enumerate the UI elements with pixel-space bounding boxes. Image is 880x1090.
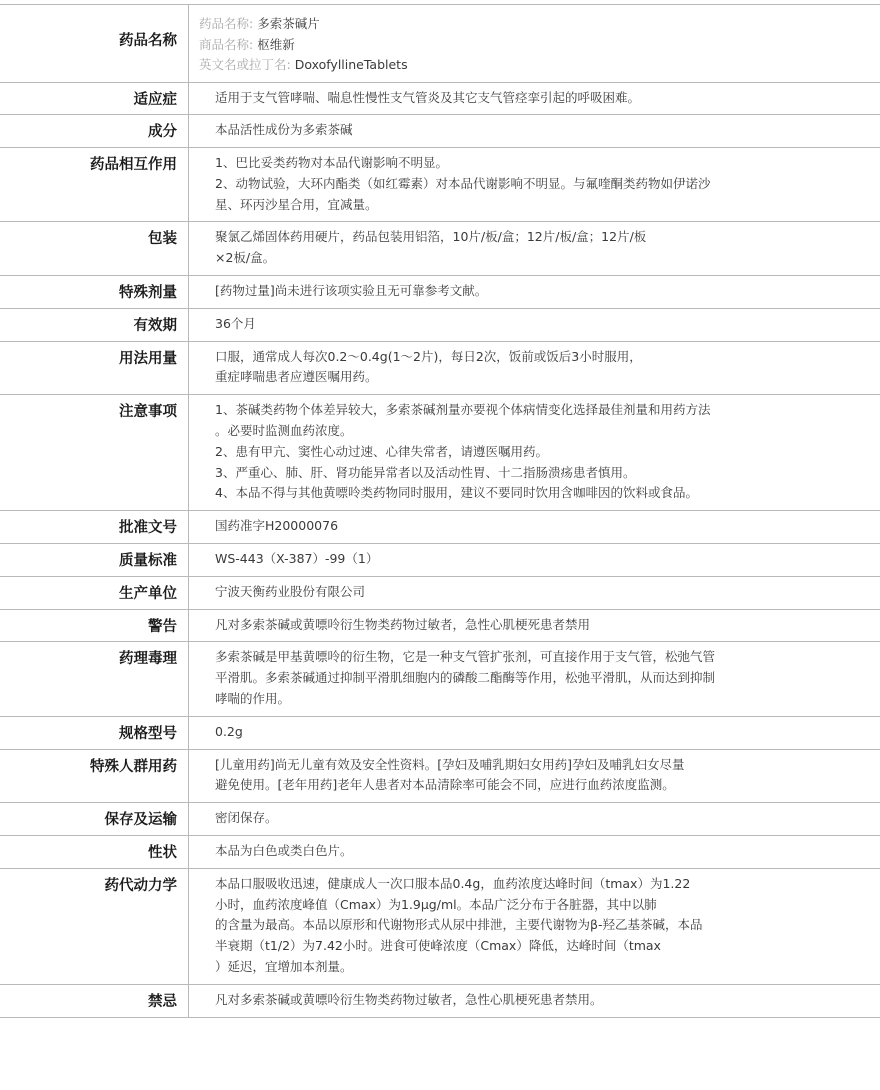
name-line-brand xyxy=(199,35,860,56)
row-label: 性状 xyxy=(0,836,189,868)
row-value xyxy=(189,803,880,835)
value-line: ）延迟，宜增加本剂量。 xyxy=(215,959,353,974)
row-label: 药品名称 xyxy=(0,5,189,82)
row-label: 成分 xyxy=(0,115,189,147)
value-line: 宁波天衡药业股份有限公司 xyxy=(215,583,366,599)
row-label: 规格型号 xyxy=(0,717,189,749)
row-value xyxy=(189,750,880,803)
row-label: 药理毒理 xyxy=(0,642,189,715)
value-line: 密闭保存。 xyxy=(215,810,278,826)
value-line: 星、环丙沙星合用，宜减量。 xyxy=(215,196,378,212)
row-value xyxy=(189,869,880,984)
value-line: 凡对多索茶碱或黄嘌呤衍生物类药物过敏者，急性心肌梗死患者禁用 xyxy=(215,616,591,632)
field-row xyxy=(0,276,880,309)
value-line: 0.2g xyxy=(215,723,243,739)
value-line: 半衰期（t1/2）为7.42小时。进食可使峰浓度（Cmax）降低，达峰时间（tmax xyxy=(215,938,661,954)
field-row xyxy=(0,869,880,985)
value-line: 4、本品不得与其他黄嘌呤类药物同时服用，建议不要同时饮用含咖啡因的饮料或食品。 xyxy=(215,485,698,501)
name-key: 药品名称: xyxy=(199,16,254,31)
row-value xyxy=(189,544,880,576)
row-label: 生产单位 xyxy=(0,577,189,609)
field-row xyxy=(0,544,880,577)
row-value xyxy=(189,642,880,715)
value-line: [儿童用药]尚无儿童有效及安全性资料。[孕妇及哺乳期妇女用药]孕妇及哺乳妇女尽量 xyxy=(215,756,685,772)
value-line: 本品为白色或类白色片。 xyxy=(215,843,353,859)
row-value xyxy=(189,985,880,1017)
name-line-english xyxy=(199,55,860,76)
value-line: 2、动物试验，大环内酯类（如红霉素）对本品代谢影响不明显。与氟喹酮类药物如伊诺沙 xyxy=(215,175,711,191)
row-label: 特殊人群用药 xyxy=(0,750,189,803)
field-row xyxy=(0,83,880,116)
field-row xyxy=(0,803,880,836)
name-value: DoxofyllineTablets xyxy=(294,57,408,72)
field-row xyxy=(0,395,880,511)
field-row xyxy=(0,115,880,148)
row-value xyxy=(189,511,880,543)
row-value xyxy=(189,222,880,275)
row-label: 包装 xyxy=(0,222,189,275)
row-value xyxy=(189,836,880,868)
name-value: 多索茶碱片 xyxy=(257,16,320,31)
drug-info-table xyxy=(0,4,880,1018)
value-line: 。必要时监测血药浓度。 xyxy=(215,423,353,439)
name-line-generic xyxy=(199,14,860,35)
row-label: 药代动力学 xyxy=(0,869,189,984)
row-label: 警告 xyxy=(0,610,189,642)
value-line: 重症哮喘患者应遵医嘱用药。 xyxy=(215,369,378,385)
name-value: 枢维新 xyxy=(257,36,295,52)
row-value xyxy=(189,342,880,395)
value-line: 本品活性成份为多索茶碱 xyxy=(215,122,353,138)
row-label: 适应症 xyxy=(0,83,189,115)
value-line: 小时，血药浓度峰值（Cmax）为1.9μg/ml。本品广泛分布于各脏器，其中以肺 xyxy=(215,896,657,912)
value-line: 适用于支气管哮喘、喘息性慢性支气管炎及其它支气管痉挛引起的呼吸困难。 xyxy=(215,89,641,105)
row-label: 有效期 xyxy=(0,309,189,341)
row-value xyxy=(189,115,880,147)
value-line: 哮喘的作用。 xyxy=(215,691,291,707)
row-label: 禁忌 xyxy=(0,985,189,1017)
value-line: 本品口服吸收迅速，健康成人一次口服本品0.4g，血药浓度达峰时间（tmax）为1.22 xyxy=(215,875,691,891)
row-label: 特殊剂量 xyxy=(0,276,189,308)
row-label: 批准文号 xyxy=(0,511,189,543)
field-row xyxy=(0,836,880,869)
value-line: 多索茶碱是甲基黄嘌呤的衍生物，它是一种支气管扩张剂，可直接作用于支气管，松弛气管 xyxy=(215,649,716,665)
row-label: 保存及运输 xyxy=(0,803,189,835)
name-key: 商品名称: xyxy=(199,36,254,52)
name-key: 英文名或拉丁名: xyxy=(199,57,291,72)
row-value xyxy=(189,148,880,221)
field-row xyxy=(0,717,880,750)
value-line: WS-443（X-387）-99（1） xyxy=(215,551,379,567)
value-line: 1、茶碱类药物个体差异较大，多索茶碱剂量亦要视个体病情变化选择最佳剂量和用药方法 xyxy=(215,402,711,418)
value-line: 3、严重心、肺、肝、肾功能异常者以及活动性胃、十二指肠溃疡患者慎用。 xyxy=(215,464,636,480)
row-value xyxy=(189,717,880,749)
value-line: 凡对多索茶碱或黄嘌呤衍生物类药物过敏者，急性心肌梗死患者禁用。 xyxy=(215,991,603,1007)
field-row xyxy=(0,577,880,610)
field-row xyxy=(0,148,880,222)
row-label: 注意事项 xyxy=(0,395,189,510)
row-label: 药品相互作用 xyxy=(0,148,189,221)
field-row xyxy=(0,309,880,342)
row-label: 质量标准 xyxy=(0,544,189,576)
drug-name-row xyxy=(0,4,880,83)
row-value xyxy=(189,276,880,308)
field-row xyxy=(0,342,880,396)
value-line: ×2板/盒。 xyxy=(215,250,276,266)
field-row xyxy=(0,750,880,804)
field-row xyxy=(0,511,880,544)
value-line: 的含量为最高。本品以原形和代谢物形式从尿中排泄，主要代谢物为β-羟乙基茶碱，本品 xyxy=(215,917,703,933)
field-row xyxy=(0,642,880,716)
value-line: 避免使用。[老年用药]老年人患者对本品清除率可能会不同，应进行血药浓度监测。 xyxy=(215,777,675,793)
row-value xyxy=(189,610,880,642)
value-line: 2、患有甲亢、窦性心动过速、心律失常者，请遵医嘱用药。 xyxy=(215,443,548,459)
row-value xyxy=(189,309,880,341)
value-line: 平滑肌。多索茶碱通过抑制平滑肌细胞内的磷酸二酯酶等作用，松弛平滑肌，从而达到抑制 xyxy=(215,670,716,686)
value-line: 聚氯乙烯固体药用硬片，药品包装用铝箔，10片/板/盒；12片/板/盒；12片/板 xyxy=(215,229,647,245)
value-line: 口服，通常成人每次0.2～0.4g(1～2片)，每日2次，饭前或饭后3小时服用， xyxy=(215,348,642,364)
value-line: 国药准字H20000076 xyxy=(215,518,339,534)
row-label: 用法用量 xyxy=(0,342,189,395)
value-line: 36个月 xyxy=(215,315,256,331)
field-row xyxy=(0,222,880,276)
value-line: [药物过量]尚未进行该项实验且无可靠参考文献。 xyxy=(215,283,488,299)
row-value xyxy=(189,395,880,510)
row-value xyxy=(189,577,880,609)
drug-names-cell xyxy=(189,5,880,82)
field-row xyxy=(0,610,880,643)
row-value xyxy=(189,83,880,115)
field-row xyxy=(0,985,880,1018)
value-line: 1、巴比妥类药物对本品代谢影响不明显。 xyxy=(215,155,448,171)
